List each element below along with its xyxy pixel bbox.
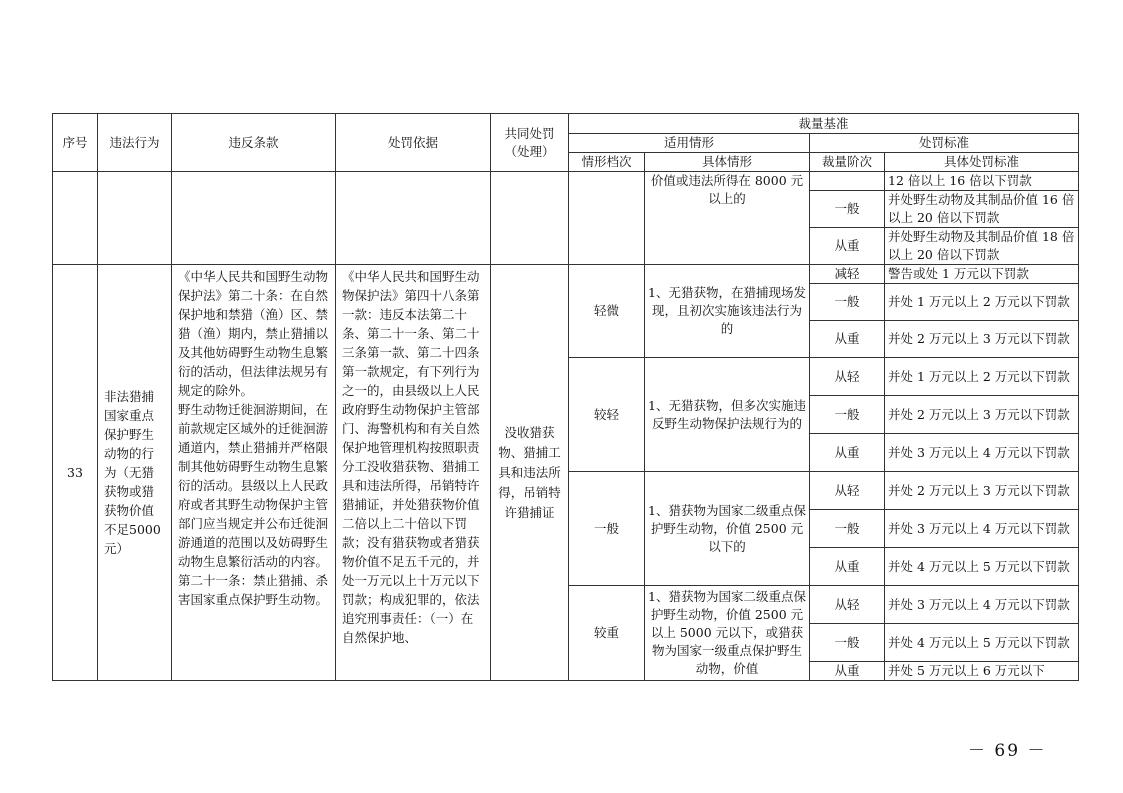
standard-1-0: 并处 1 万元以上 2 万元以下罚款 (885, 358, 1079, 396)
standard-2-1: 并处 3 万元以上 4 万元以下罚款 (885, 510, 1079, 548)
cont-standard-2: 并处野生动物及其制品价值 18 倍以上 20 倍以下罚款 (885, 228, 1079, 265)
header-behavior: 违法行为 (98, 114, 172, 172)
level-0: 轻微 (569, 265, 645, 358)
level-3: 较重 (569, 586, 645, 681)
cont-behavior-cell (98, 172, 172, 265)
situation-0: 1、无猎获物，在猎捕现场发现，且初次实施该违法行为的 (645, 265, 810, 358)
order-1-1: 一般 (810, 396, 885, 434)
standard-0-2: 并处 2 万元以上 3 万元以下罚款 (885, 321, 1079, 358)
cont-level-cell (569, 172, 645, 265)
order-2-2: 从重 (810, 548, 885, 586)
order-1-0: 从轻 (810, 358, 885, 396)
standard-2-2: 并处 4 万元以上 5 万元以下罚款 (885, 548, 1079, 586)
header-basis: 处罚依据 (336, 114, 491, 172)
cont-standard-0: 12 倍以上 16 倍以下罚款 (885, 172, 1079, 191)
order-3-2: 从重 (810, 662, 885, 681)
item-basis: 《中华人民共和国野生动物保护法》第四十八条第一款：违反本法第二十条、第二十一条、第二十三条第一款、第二十四条第一款规定，有下列行为之一的，由县级以上人民政府野生动物保护主管部门、海警机构和有关自然保护地管理机构按照职责分工没收猎获物、猎捕工具和违法所得，吊销特许猎捕证，并处猎获物价值二倍以上二十倍以下罚款；没有猎获物或者猎获物价值不足五千元的，并处一万元以上十万元以下罚款；构成犯罪的，依法追究刑事责任：（一）在自然保护地、 (336, 265, 491, 681)
page-number: － 69 － (968, 741, 1047, 761)
header-applicable: 适用情形 (569, 134, 810, 153)
header-detail-standard: 具体处罚标准 (885, 153, 1079, 172)
cont-situation: 价值或违法所得在 8000 元以上的 (645, 172, 810, 265)
header-seq: 序号 (53, 114, 98, 172)
situation-1: 1、无猎获物，但多次实施违反野生动物保护法规行为的 (645, 358, 810, 472)
cont-common-cell (491, 172, 569, 265)
clause-paragraph: 《中华人民共和国野生动物保护法》第二十条：在自然保护地和禁猎（渔）区、禁猎（渔）期内，禁止猎捕以及其他妨碍野生动物生息繁衍的活动，但法律法规另有规定的除外。 (178, 269, 329, 398)
cont-clause-cell (172, 172, 336, 265)
header-common-penalty: 共同处罚（处理） (491, 114, 569, 172)
level-1: 较轻 (569, 358, 645, 472)
cont-basis-cell (336, 172, 491, 265)
header-order: 裁量阶次 (810, 153, 885, 172)
order-3-1: 一般 (810, 624, 885, 662)
item-clause (172, 265, 336, 681)
header-discretion: 裁量基准 (569, 114, 1079, 134)
situation-2: 1、猎获物为国家二级重点保护野生动物，价值 2500 元以下的 (645, 472, 810, 586)
clause-paragraph: 野生动物迁徙洄游期间，在前款规定区域外的迁徙洄游通道内，禁止猎捕并严格限制其他妨碍野生动物生息繁衍的活动。县级以上人民政府或者其野生动物保护主管部门应当规定并公布迁徙洄游通道的范围以及妨碍野生动物生息繁衍活动的内容。 (178, 402, 329, 569)
order-2-1: 一般 (810, 510, 885, 548)
standard-2-0: 并处 2 万元以上 3 万元以下罚款 (885, 472, 1079, 510)
order-1-2: 从重 (810, 434, 885, 472)
order-0-0: 减轻 (810, 265, 885, 284)
standard-0-0: 警告或处 1 万元以下罚款 (885, 265, 1079, 284)
order-3-0: 从轻 (810, 586, 885, 624)
cont-order-0 (810, 172, 885, 191)
level-2: 一般 (569, 472, 645, 586)
cont-standard-1: 并处野生动物及其制品价值 16 倍以上 20 倍以下罚款 (885, 191, 1079, 228)
cont-seq-cell (53, 172, 98, 265)
standard-0-1: 并处 1 万元以上 2 万元以下罚款 (885, 284, 1079, 321)
item-common-penalty: 没收猎获物、猎捕工具和违法所得，吊销特许猎捕证 (491, 265, 569, 681)
standard-3-0: 并处 3 万元以上 4 万元以下罚款 (885, 586, 1079, 624)
cont-order-2: 从重 (810, 228, 885, 265)
clause-paragraph: 第二十一条：禁止猎捕、杀害国家重点保护野生动物。 (178, 573, 329, 607)
header-level: 情形档次 (569, 153, 645, 172)
standard-3-1: 并处 4 万元以上 5 万元以下罚款 (885, 624, 1079, 662)
cont-order-1: 一般 (810, 191, 885, 228)
header-clause: 违反条款 (172, 114, 336, 172)
order-2-0: 从轻 (810, 472, 885, 510)
penalty-discretion-table (52, 113, 1079, 681)
standard-3-2: 并处 5 万元以上 6 万元以下 (885, 662, 1079, 681)
standard-1-2: 并处 3 万元以上 4 万元以下罚款 (885, 434, 1079, 472)
item-behavior: 非法猎捕国家重点保护野生动物的行为（无猎获物或猎获物价值不足5000元） (98, 265, 172, 681)
header-standard: 处罚标准 (810, 134, 1079, 153)
situation-3: 1、猎获物为国家二级重点保护野生动物，价值 2500 元以上 5000 元以下，或猎获物为国家一级重点保护野生动物，价值 (645, 586, 810, 681)
standard-1-1: 并处 2 万元以上 3 万元以下罚款 (885, 396, 1079, 434)
order-0-1: 一般 (810, 284, 885, 321)
order-0-2: 从重 (810, 321, 885, 358)
item-seq: 33 (53, 265, 98, 681)
header-situation: 具体情形 (645, 153, 810, 172)
